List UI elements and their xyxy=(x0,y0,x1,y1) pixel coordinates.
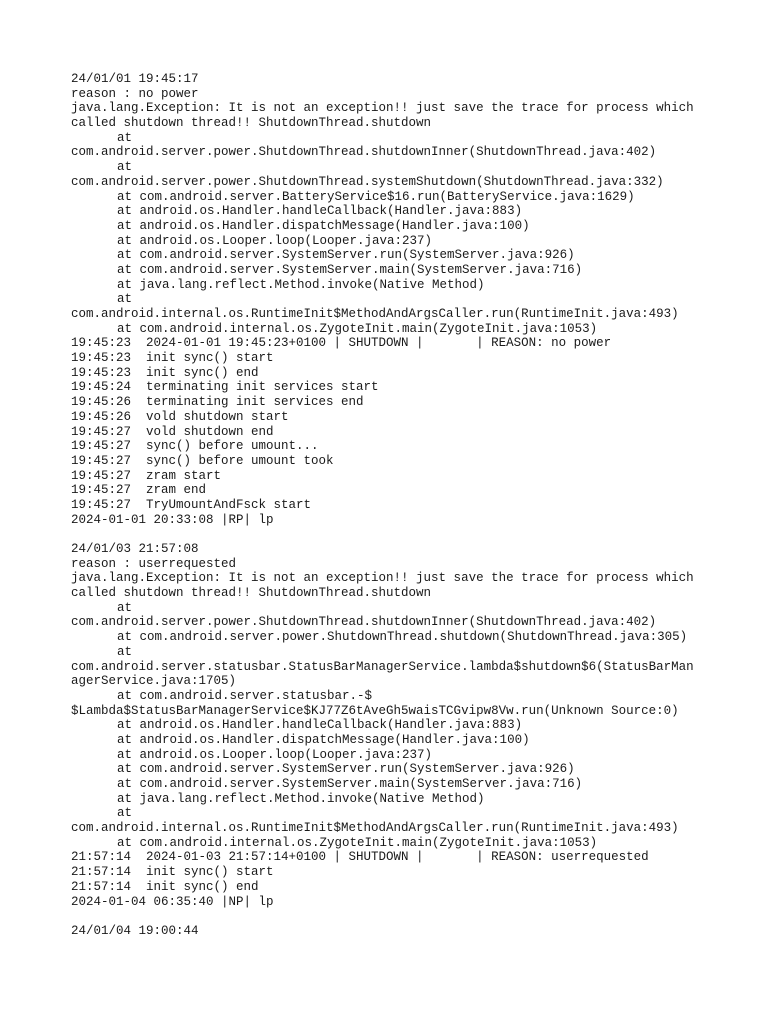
log-line: java.lang.Exception: It is not an exception!! just save the trace for process which xyxy=(71,101,694,116)
log-line: 19:45:27 vold shutdown end xyxy=(71,424,274,439)
log-line: at com.android.server.SystemServer.main(SystemServer.java:716) xyxy=(117,262,583,277)
blank-line xyxy=(71,527,711,542)
log-line: called shutdown thread!! ShutdownThread.shutdown xyxy=(71,586,432,601)
log-line: 19:45:27 zram end xyxy=(71,483,207,498)
log-line: 24/01/04 19:00:44 xyxy=(71,923,199,938)
log-line: 19:45:26 vold shutdown start xyxy=(71,409,289,424)
log-line: at xyxy=(117,292,133,307)
log-line: at com.android.server.BatteryService$16.run(BatteryService.java:1629) xyxy=(117,189,635,204)
log-line: at com.android.server.SystemServer.run(SystemServer.java:926) xyxy=(117,248,575,263)
log-line: com.android.server.power.ShutdownThread.systemShutdown(ShutdownThread.java:332) xyxy=(71,174,664,189)
log-line: at xyxy=(117,130,133,145)
log-line: 19:45:24 terminating init services start xyxy=(71,380,379,395)
log-line: com.android.server.power.ShutdownThread.shutdownInner(ShutdownThread.java:402) xyxy=(71,145,657,160)
log-line: called shutdown thread!! ShutdownThread.shutdown xyxy=(71,116,432,131)
log-line: at com.android.server.SystemServer.run(SystemServer.java:926) xyxy=(117,762,575,777)
log-line: 19:45:27 sync() before umount took xyxy=(71,453,334,468)
log-line: at xyxy=(117,806,133,821)
log-line: 21:57:14 init sync() end xyxy=(71,879,259,894)
log-line: 2024-01-04 06:35:40 |NP| lp xyxy=(71,894,274,909)
log-line: $Lambda$StatusBarManagerService$KJ77Z6tAveGh5waisTCGvipw8Vw.run(Unknown Source:0) xyxy=(71,703,679,718)
log-line: at android.os.Handler.dispatchMessage(Handler.java:100) xyxy=(117,732,530,747)
log-line: com.android.internal.os.RuntimeInit$MethodAndArgsCaller.run(RuntimeInit.java:493) xyxy=(71,307,679,321)
log-line: 19:45:26 terminating init services end xyxy=(71,395,364,410)
log-line: at java.lang.reflect.Method.invoke(Native Method) xyxy=(117,791,485,806)
log-line: 19:45:27 sync() before umount... xyxy=(71,439,319,454)
log-line: at android.os.Handler.handleCallback(Handler.java:883) xyxy=(117,204,523,219)
log-document xyxy=(71,72,711,939)
log-line: java.lang.Exception: It is not an exception!! just save the trace for process which xyxy=(71,571,694,586)
log-line: 19:45:23 init sync() end xyxy=(71,365,259,380)
log-line: at com.android.server.statusbar.-$ xyxy=(117,688,373,703)
log-line: at android.os.Handler.dispatchMessage(Handler.java:100) xyxy=(117,218,530,233)
log-line: 21:57:14 2024-01-03 21:57:14+0100 | SHUTDOWN | | REASON: userrequested xyxy=(71,850,649,865)
log-line: 24/01/01 19:45:17 xyxy=(71,72,199,86)
log-line: at com.android.server.power.ShutdownThread.shutdown(ShutdownThread.java:305) xyxy=(117,630,688,645)
log-line: at java.lang.reflect.Method.invoke(Native Method) xyxy=(117,277,485,292)
log-line: at android.os.Handler.handleCallback(Handler.java:883) xyxy=(117,718,523,733)
blank-line xyxy=(71,909,711,924)
log-line: com.android.internal.os.RuntimeInit$MethodAndArgsCaller.run(RuntimeInit.java:493) xyxy=(71,821,679,836)
log-line: reason : userrequested xyxy=(71,556,237,571)
log-line: reason : no power xyxy=(71,86,199,101)
log-line: 2024-01-01 20:33:08 |RP| lp xyxy=(71,512,274,527)
log-line: at com.android.internal.os.ZygoteInit.main(ZygoteInit.java:1053) xyxy=(117,321,598,336)
log-line: at xyxy=(117,160,133,175)
log-line: at com.android.server.SystemServer.main(SystemServer.java:716) xyxy=(117,777,583,791)
log-line: 24/01/03 21:57:08 xyxy=(71,542,199,556)
log-line: 19:45:27 zram start xyxy=(71,468,222,483)
log-line: at android.os.Looper.loop(Looper.java:237) xyxy=(117,747,433,762)
log-line: 21:57:14 init sync() start xyxy=(71,865,274,880)
log-line: agerService.java:1705) xyxy=(71,674,237,689)
log-line: at android.os.Looper.loop(Looper.java:237) xyxy=(117,233,433,248)
log-line: com.android.server.power.ShutdownThread.shutdownInner(ShutdownThread.java:402) xyxy=(71,615,657,630)
log-line: 19:45:27 TryUmountAndFsck start xyxy=(71,497,312,512)
log-line: com.android.server.statusbar.StatusBarManagerService.lambda$shutdown$6(StatusBarMan xyxy=(71,659,694,674)
log-line: at xyxy=(117,644,133,659)
log-line: 19:45:23 init sync() start xyxy=(71,351,274,366)
log-line: at xyxy=(117,600,133,615)
log-line: 19:45:23 2024-01-01 19:45:23+0100 | SHUTDOWN | | REASON: no power xyxy=(71,336,612,351)
log-line: at com.android.internal.os.ZygoteInit.main(ZygoteInit.java:1053) xyxy=(117,835,598,850)
